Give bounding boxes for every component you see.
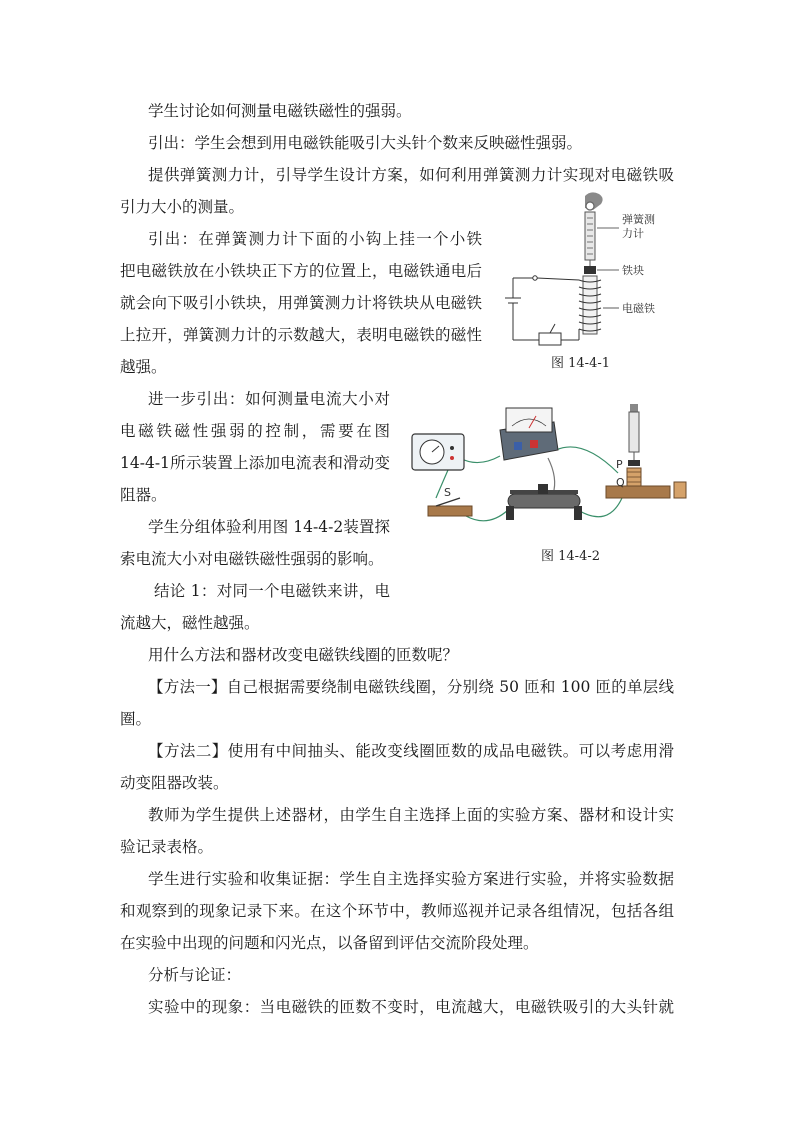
paragraph-teacher-2: 验记录表格。 (120, 838, 214, 856)
paragraph-method-two-1: 【方法二】使用有中间抽头、能改变线圈匝数的成品电磁铁。可以考虑用滑 (148, 742, 674, 760)
label-spring-scale-line1: 弹簧测 (622, 213, 655, 226)
label-spring-scale-line2: 力计 (622, 227, 644, 240)
paragraph-hook-3: 就会向下吸引小铁块，用弹簧测力计将铁块从电磁铁 (120, 294, 482, 312)
paragraph-hook-5: 越强。 (120, 358, 167, 376)
paragraph-analysis-heading: 分析与论证： (148, 966, 242, 984)
label-p: P (616, 458, 623, 471)
paragraph-method-one-1: 【方法一】自己根据需要绕制电磁铁线圈，分别绕 50 匝和 100 匝的单层线 (148, 678, 674, 696)
paragraph-conclusion-2: 流越大，磁性越强。 (120, 614, 260, 632)
paragraph-group-1: 学生分组体验利用图 14-4-2装置探 (148, 518, 390, 536)
paragraph-hook-4: 上拉开，弹簧测力计的示数越大，表明电磁铁的磁性 (120, 326, 482, 344)
figure-14-4-1 (495, 190, 680, 350)
paragraph-turns-question: 用什么方法和器材改变电磁铁线圈的匝数呢？ (148, 646, 459, 664)
caption-figure-14-4-2: 图 14-4-2 (541, 549, 601, 564)
paragraph-lead-pins: 引出：学生会想到用电磁铁能吸引大头针个数来反映磁性强弱。 (148, 134, 583, 152)
paragraph-provide-scale-1: 提供弹簧测力计，引导学生设计方案，如何利用弹簧测力计实现对电磁铁吸 (148, 166, 674, 184)
paragraph-further-3: 14-4-1所示装置上添加电流表和滑动变 (120, 454, 390, 472)
paragraph-method-two-2: 动变阻器改装。 (120, 774, 229, 792)
caption-figure-14-4-1: 图 14-4-1 (551, 356, 611, 371)
paragraph-further-4: 阻器。 (120, 486, 167, 504)
paragraph-provide-scale-2: 引力大小的测量。 (120, 198, 245, 216)
figure-14-4-2 (408, 398, 688, 538)
paragraph-experiment-2: 和观察到的现象记录下来。在这个环节中，教师巡视并记录各组情况，包括各组 (120, 902, 674, 920)
paragraph-further-2: 电磁铁磁性强弱的控制，需要在图 (120, 422, 390, 440)
paragraph-phenomenon: 实验中的现象：当电磁铁的匝数不变时，电流越大，电磁铁吸引的大头针就 (148, 998, 674, 1016)
paragraph-teacher-1: 教师为学生提供上述器材，由学生自主选择上面的实验方案、器材和设计实 (148, 806, 674, 824)
paragraph-hook-2: 把电磁铁放在小铁块正下方的位置上，电磁铁通电后 (120, 262, 482, 280)
label-switch-s: S (444, 486, 451, 499)
paragraph-hook-1: 引出：在弹簧测力计下面的小钩上挂一个小铁 (148, 230, 482, 248)
label-q: Q (616, 476, 625, 489)
paragraph-group-2: 索电流大小对电磁铁磁性强弱的影响。 (120, 550, 384, 568)
paragraph-method-one-2: 圈。 (120, 710, 152, 728)
paragraph-experiment-3: 在实验中出现的问题和闪光点，以备留到评估交流阶段处理。 (120, 934, 539, 952)
label-iron-block: 铁块 (622, 264, 644, 277)
paragraph-conclusion-1: 结论 1：对同一个电磁铁来讲，电 (154, 582, 390, 600)
paragraph-experiment-1: 学生进行实验和收集证据：学生自主选择实验方案进行实验，并将实验数据 (148, 870, 674, 888)
paragraph-discussion: 学生讨论如何测量电磁铁磁性的强弱。 (148, 102, 412, 120)
paragraph-further-1: 进一步引出：如何测量电流大小对 (148, 390, 390, 408)
label-electromagnet: 电磁铁 (622, 302, 655, 315)
